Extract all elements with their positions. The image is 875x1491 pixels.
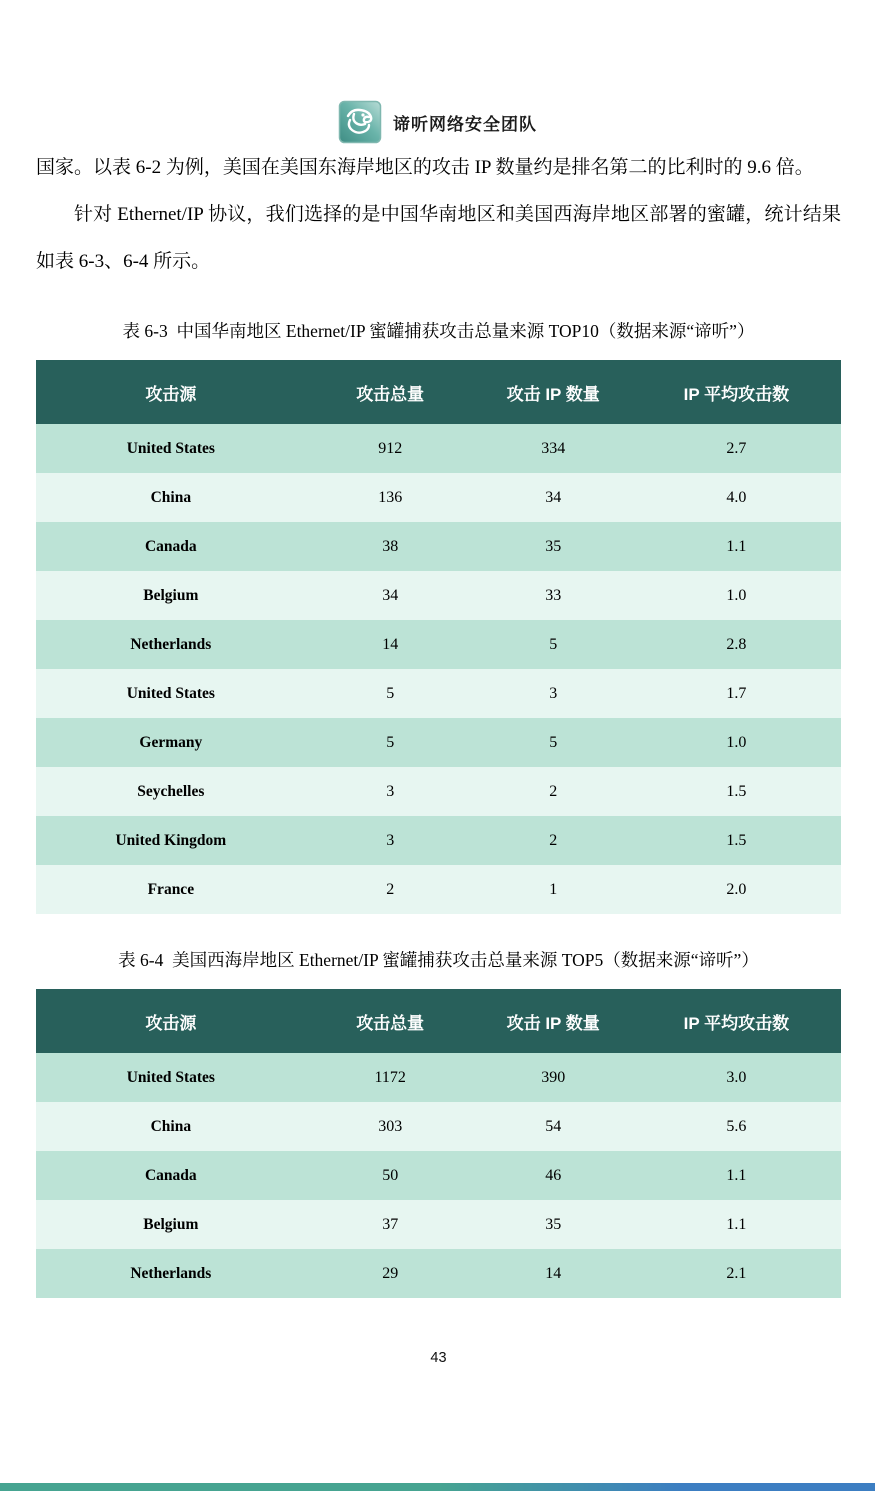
- value-cell: 29: [382, 1264, 399, 1282]
- country-cell: United States: [126, 439, 215, 457]
- value-cell: 1.7: [726, 684, 747, 702]
- table-6-4-header: [36, 989, 841, 1053]
- table-row: [36, 424, 841, 473]
- value-cell: 3: [386, 782, 395, 800]
- value-cell: 334: [541, 439, 566, 457]
- country-cell: Canada: [144, 537, 197, 555]
- table-row: [36, 816, 841, 865]
- team-logo-icon: [338, 100, 382, 144]
- page-content: [0, 144, 875, 1366]
- team-name-label: 谛听网络安全团队: [393, 114, 537, 134]
- value-cell: 38: [382, 537, 399, 555]
- table-6-3-header: [36, 360, 841, 424]
- value-cell: 4.0: [726, 488, 747, 506]
- value-cell: 2.8: [726, 635, 747, 653]
- brand-header: [0, 0, 875, 144]
- value-cell: 1.0: [726, 586, 747, 604]
- table-row: [36, 1200, 841, 1249]
- column-header: 攻击源: [36, 989, 306, 1053]
- table-6-4-body: [36, 1053, 841, 1298]
- table-row: [36, 571, 841, 620]
- table-row: [36, 669, 841, 718]
- value-cell: 390: [541, 1068, 566, 1086]
- value-cell: 5: [549, 733, 558, 751]
- column-header: IP 平均攻击数: [632, 989, 841, 1053]
- column-header: 攻击源: [36, 360, 306, 424]
- country-cell: Belgium: [143, 586, 199, 604]
- value-cell: 303: [378, 1117, 403, 1135]
- column-header: IP 平均攻击数: [632, 360, 841, 424]
- value-cell: 37: [382, 1215, 399, 1233]
- value-cell: 33: [545, 586, 562, 604]
- page-number: 43: [430, 1350, 447, 1366]
- table-6-3-caption: 表 6-3 中国华南地区 Ethernet/IP 蜜罐捕获攻击总量来源 TOP10（数据来源“谛听”）: [122, 321, 755, 341]
- header-row: [36, 360, 841, 424]
- country-cell: United States: [126, 684, 215, 702]
- value-cell: 5: [549, 635, 558, 653]
- value-cell: 2.7: [726, 439, 747, 457]
- country-cell: Netherlands: [130, 635, 212, 653]
- value-cell: 14: [545, 1264, 562, 1282]
- country-cell: Netherlands: [130, 1264, 212, 1282]
- value-cell: 912: [378, 439, 403, 457]
- column-header: 攻击总量: [306, 989, 475, 1053]
- table-row: [36, 1053, 841, 1102]
- value-cell: 1.1: [726, 1166, 747, 1184]
- table-row: [36, 767, 841, 816]
- value-cell: 1.0: [726, 733, 747, 751]
- value-cell: 5: [386, 733, 395, 751]
- country-cell: France: [147, 880, 195, 898]
- value-cell: 14: [382, 635, 399, 653]
- column-header: 攻击 IP 数量: [475, 989, 632, 1053]
- country-cell: Seychelles: [137, 782, 205, 800]
- value-cell: 35: [545, 537, 562, 555]
- country-cell: China: [150, 1117, 192, 1135]
- value-cell: 1172: [374, 1068, 406, 1086]
- country-cell: Belgium: [143, 1215, 199, 1233]
- value-cell: 1.1: [726, 537, 747, 555]
- value-cell: 136: [378, 488, 403, 506]
- table-row: [36, 1151, 841, 1200]
- header-row: [36, 989, 841, 1053]
- country-cell: United States: [126, 1068, 215, 1086]
- value-cell: 5: [386, 684, 395, 702]
- value-cell: 2.0: [726, 880, 747, 898]
- value-cell: 2: [549, 782, 558, 800]
- table-6-3: [36, 360, 841, 914]
- value-cell: 46: [545, 1166, 562, 1184]
- table-row: [36, 865, 841, 914]
- table-6-3-body: [36, 424, 841, 914]
- value-cell: 3: [549, 684, 558, 702]
- value-cell: 2: [386, 880, 395, 898]
- value-cell: 1.1: [726, 1215, 747, 1233]
- value-cell: 1.5: [726, 831, 747, 849]
- value-cell: 1.5: [726, 782, 747, 800]
- value-cell: 34: [545, 488, 562, 506]
- footer-gradient-bar: [0, 1483, 875, 1491]
- value-cell: 54: [545, 1117, 562, 1135]
- table-row: [36, 522, 841, 571]
- table-row: [36, 473, 841, 522]
- table-row: [36, 1102, 841, 1151]
- value-cell: 50: [382, 1166, 399, 1184]
- table-row: [36, 1249, 841, 1298]
- value-cell: 2: [549, 831, 558, 849]
- value-cell: 2.1: [726, 1264, 747, 1282]
- value-cell: 34: [382, 586, 399, 604]
- paragraph-1: 国家。以表 6-2 为例，美国在美国东海岸地区的攻击 IP 数量约是排名第二的比利时的 9.6 倍。: [36, 157, 814, 178]
- table-row: [36, 718, 841, 767]
- paragraph-2: 针对 Ethernet/IP 协议，我们选择的是中国华南地区和美国西海岸地区部署的蜜罐，统计结果如表 6-3、6-4 所示。: [36, 204, 841, 272]
- table-6-4: [36, 989, 841, 1298]
- country-cell: Canada: [144, 1166, 197, 1184]
- table-6-4-caption: 表 6-4 美国西海岸地区 Ethernet/IP 蜜罐捕获攻击总量来源 TOP5（数据来源“谛听”）: [118, 950, 759, 970]
- column-header: 攻击总量: [306, 360, 475, 424]
- value-cell: 35: [545, 1215, 562, 1233]
- value-cell: 1: [549, 880, 558, 898]
- value-cell: 3: [386, 831, 395, 849]
- country-cell: United Kingdom: [115, 831, 227, 849]
- country-cell: China: [150, 488, 192, 506]
- column-header: 攻击 IP 数量: [475, 360, 632, 424]
- table-row: [36, 620, 841, 669]
- value-cell: 5.6: [726, 1117, 747, 1135]
- country-cell: Germany: [139, 733, 203, 751]
- value-cell: 3.0: [726, 1068, 747, 1086]
